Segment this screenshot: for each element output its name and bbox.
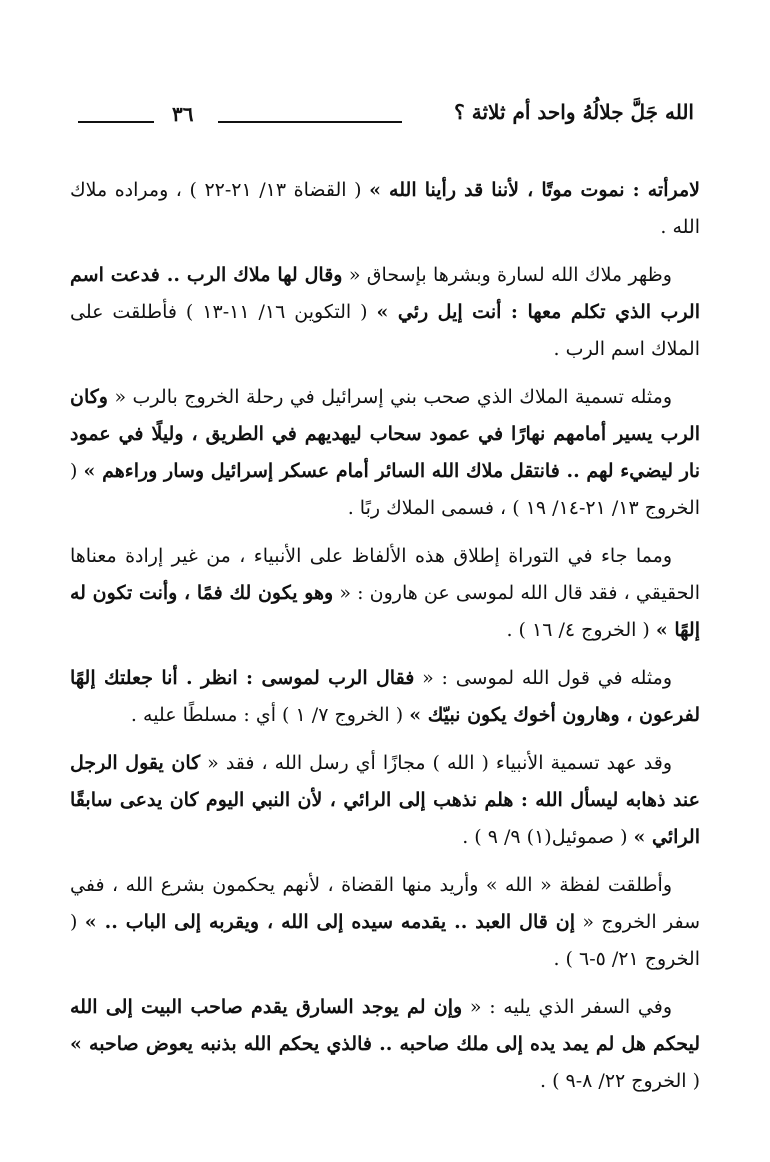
body-text [70,172,700,1111]
quote-text: وقال لها ملاك الرب .. فدعت اسم الرب الذي تكلم معها : أنت إيل رئي » [70,264,700,323]
page-number: ٣٦ [172,102,194,126]
paragraph [70,745,700,856]
quote-text: فقال الرب لموسى : انظر . أنا جعلتك إلهًا لفرعون ، وهارون أخوك يكون نبيّك » [70,667,700,726]
header-rule [218,121,402,123]
paragraph [70,172,700,246]
quote-text: كان يقول الرجل عند ذهابه ليسأل الله : هلم نذهب إلى الرائي ، لأن النبي اليوم كان يدعى سابقًا الرائي » [70,752,700,848]
paragraph-tail: ( التكوين ١٦/ ١١-١٣ ) فأطلقت على الملاك اسم الرب . [70,301,700,360]
paragraph-tail: ( القضاة ١٣/ ٢١-٢٢ ) ، ومراده ملاك الله . [70,179,700,238]
paragraph-lead: وقد عهد تسمية الأنبياء ( الله ) مجازًا أي رسل الله ، فقد « [200,752,672,774]
paragraph-tail: ( الخروج ٢٢/ ٨-٩ ) . [539,1070,700,1092]
paragraph [70,989,700,1100]
paragraph-lead: ومما جاء في التوراة إطلاق هذه الألفاظ على الأنبياء ، من غير إرادة معناها الحقيقي ، فقد قال الله لموسى عن هارون : « [70,545,700,604]
paragraph [70,538,700,649]
paragraph-lead: وأطلقت لفظة « الله » وأريد منها القضاة ، لأنهم يحكمون بشرع الله ، ففي سفر الخروج « [70,874,700,933]
paragraph-lead: وظهر ملاك الله لسارة وبشرها بإسحاق « [342,264,672,286]
paragraph-tail: ( الخروج ١٣/ ٢١-١٤/ ١٩ ) ، فسمى الملاك ربًا . [70,460,700,519]
quote-text: لامرأته : نموت موتًا ، لأننا قد رأينا الله » [369,179,700,201]
quote-text: وإن لم يوجد السارق يقدم صاحب البيت إلى الله ليحكم هل لم يمد يده إلى ملك صاحبه .. فالذي يحكم الله بذنبه يعوض صاحبه » [70,996,700,1055]
paragraph-tail: ( الخروج ٤/ ١٦ ) . [506,619,656,641]
paragraph-lead: ومثله تسمية الملاك الذي صحب بني إسرائيل في رحلة الخروج بالرب « [107,386,672,408]
paragraph [70,660,700,734]
paragraph-lead: وفي السفر الذي يليه : « [462,996,672,1018]
paragraph-tail: ( الخروج ٢١/ ٥-٦ ) . [70,911,700,970]
header-rule-short [78,121,154,123]
running-title: الله جَلَّ جلالُهُ واحد أم ثلاثة ؟ [454,100,694,124]
paragraph [70,867,700,978]
quote-text: وكان الرب يسير أمامهم نهارًا في عمود سحاب ليهديهم في الطريق ، وليلًا في عمود نار ليضيء لهم .. فانتقل ملاك الله السائر أمام عسكر إسرائيل وسار وراءهم » [70,386,701,482]
paragraph [70,257,700,368]
page-header [78,96,694,136]
quote-text: وهو يكون لك فمًا ، وأنت تكون له إلهًا » [70,582,700,641]
quote-text: إن قال العبد .. يقدمه سيده إلى الله ، ويقربه إلى الباب .. » [84,911,575,933]
paragraph-tail: ( صموئيل(١) ٩/ ٩ ) . [462,826,634,848]
paragraph-lead: ومثله في قول الله لموسى : « [414,667,672,689]
paragraph [70,379,700,527]
paragraph-tail: ( الخروج ٧/ ١ ) أي : مسلطًا عليه . [130,704,410,726]
